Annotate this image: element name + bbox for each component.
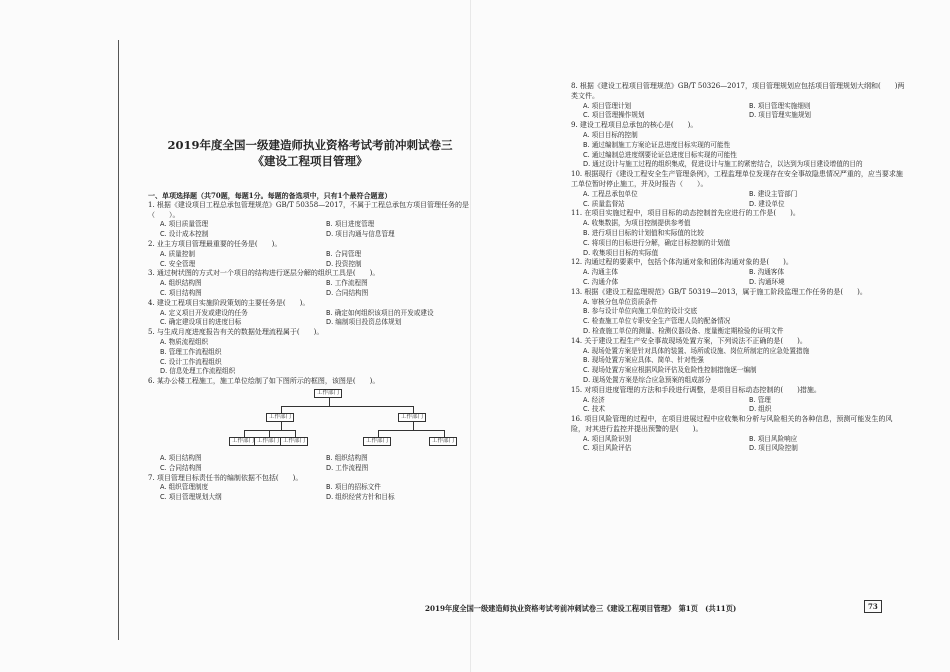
answer-option: B. 组织结构图 — [326, 453, 368, 462]
question-text: 14. 关于建设工程生产安全事故现场处置方案，下列说法不正确的是( )。 — [571, 336, 807, 345]
page-number: 73 — [864, 600, 882, 613]
answer-options — [148, 279, 478, 299]
answer-option: C. 质量监督站 — [583, 199, 625, 208]
question-item — [571, 170, 906, 209]
chart-leaf-box: 工作部门 — [229, 437, 257, 446]
answer-options — [571, 190, 906, 210]
left-column — [148, 191, 478, 503]
question-text: 6. 某办公楼工程施工，施工单位绘制了如下图所示的框图，该图是( )。 — [148, 377, 380, 386]
answer-option: A. 现场处置方案是针对具体的装置、场所或设施、岗位所制定的应急处置措施 — [583, 346, 810, 355]
answer-option: A. 项目风险识别 — [583, 434, 632, 443]
question-item — [571, 337, 906, 386]
answer-option: B. 项目风险响应 — [749, 434, 798, 443]
answer-option: A. 经济 — [583, 395, 605, 404]
answer-option: D. 项目管理实施规划 — [749, 111, 812, 120]
connector-line — [329, 398, 330, 406]
question-item — [148, 269, 478, 298]
chart-leaf-box: 工作部门 — [429, 437, 457, 446]
question-text: 12. 沟通过程的要素中，包括个体沟通对象和团体沟通对象的是( )。 — [571, 258, 793, 267]
answer-option: D. 组织经营方针和目标 — [326, 493, 395, 502]
answer-option: B. 工作流程图 — [326, 279, 368, 288]
question-text: 16. 项目风险管理的过程中，在项目进展过程中应收集和分析与风险相关的各种信息，预测可能发生的风险，对其进行监控并提出预警的是( )。 — [571, 415, 893, 433]
answer-option: A. 定义项目开发或建设的任务 — [160, 308, 248, 317]
answer-option: D. 信息处理工作流程组织 — [160, 367, 236, 376]
page-footer: 2019年度全国一级建造师执业资格考试考前冲刺试卷三《建设工程项目管理》 第1页 (共11页) — [425, 604, 737, 613]
answer-option: C. 合同结构图 — [160, 463, 202, 472]
answer-option: B. 管理工作流程组织 — [160, 347, 222, 356]
connector-line — [413, 406, 414, 413]
connector-line — [281, 406, 282, 413]
answer-options — [148, 483, 478, 503]
answer-options — [571, 396, 906, 416]
question-text: 13. 根据《建设工程监理规范》GB/T 50319—2013，属于施工阶段监理工作任务的是( )。 — [571, 287, 867, 296]
connector-line — [281, 422, 282, 430]
answer-option: C. 设计成本控制 — [160, 230, 209, 239]
exam-subtitle: 《建设工程项目管理》 — [252, 154, 368, 168]
answer-option: C. 沟通介体 — [583, 277, 619, 286]
question-item — [571, 258, 906, 287]
answer-options — [148, 338, 478, 377]
answer-option: C. 检查施工单位专职安全生产管理人员的配备情况 — [583, 317, 731, 326]
answer-option: A. 工程总承包单位 — [583, 189, 638, 198]
answer-options — [571, 435, 906, 455]
answer-option: C. 设计工作流程组织 — [160, 357, 222, 366]
chart-leaf-box: 工作部门 — [254, 437, 282, 446]
answer-options — [148, 454, 478, 474]
answer-option: C. 确定建设项目的进度目标 — [160, 318, 242, 327]
answer-options — [571, 131, 906, 170]
connector-line — [295, 430, 296, 437]
answer-options — [571, 347, 906, 386]
answer-option: D. 项目沟通与信息管理 — [326, 230, 395, 239]
question-item — [148, 474, 478, 503]
answer-option: B. 通过编制施工方案论证总进度目标实现的可能性 — [583, 140, 731, 149]
connector-line — [413, 422, 414, 430]
right-column — [571, 82, 906, 454]
answer-option: D. 收集项目目标的实际值 — [583, 248, 659, 257]
binding-line — [118, 40, 119, 640]
answer-option: A. 项目管理计划 — [583, 101, 632, 110]
question-text: 2. 业主方项目管理最重要的任务是( )。 — [148, 239, 282, 248]
answer-option: C. 将项目的目标进行分解，确定目标控制的计划值 — [583, 238, 731, 247]
answer-option: B. 项目进度管理 — [326, 220, 375, 229]
answer-options — [571, 219, 906, 258]
question-item — [571, 288, 906, 337]
answer-option: C. 技术 — [583, 405, 605, 414]
answer-option: B. 现场处置方案应具体、简单、针对性强 — [583, 356, 704, 365]
answer-option: A. 审核分包单位资质条件 — [583, 297, 658, 306]
answer-option: B. 参与设计单位向施工单位的设计交底 — [583, 307, 698, 316]
answer-option: C. 项目风险评估 — [583, 444, 632, 453]
question-text: 15. 对项目进度管理的方法和手段进行调整，是项目目标动态控制的( )措施。 — [571, 385, 821, 394]
question-text: 8. 根据《建设工程项目管理规范》GB/T 50326—2017，项目管理规划应包括项目管理规划大纲和( )两类文件。 — [571, 82, 905, 100]
answer-option: B. 合同管理 — [326, 249, 362, 258]
question-item — [571, 386, 906, 415]
answer-option: A. 沟通主体 — [583, 268, 618, 277]
section-header: 一、单项选择题（共70题，每题1分。每题的备选项中，只有1个最符合题意） — [148, 191, 392, 200]
answer-option: D. 投资控制 — [326, 259, 362, 268]
answer-option: B. 确定如何组织该项目的开发或建设 — [326, 308, 434, 317]
answer-option: B. 项目管理实施细则 — [749, 101, 811, 110]
answer-option: D. 通过设计与施工过程的组织集成，促进设计与施工的紧密结合，以达到为项目建设增值的目的 — [583, 160, 863, 169]
question-item — [571, 121, 906, 170]
answer-option: A. 物质流程组织 — [160, 337, 209, 346]
answer-option: D. 合同结构图 — [326, 288, 369, 297]
answer-option: A. 收集数据，为项目控制提供参考值 — [583, 219, 691, 228]
answer-option: A. 项目质量管理 — [160, 220, 209, 229]
answer-option: D. 工作流程图 — [326, 463, 369, 472]
answer-option: B. 项目的招标文件 — [326, 483, 381, 492]
answer-option: D. 项目风险控制 — [749, 444, 798, 453]
answer-option: C. 项目管理规划大纲 — [160, 493, 222, 502]
answer-options — [571, 268, 906, 288]
answer-option: A. 组织结构图 — [160, 279, 202, 288]
answer-option: C. 安全管理 — [160, 259, 196, 268]
answer-option: C. 现场处置方案应根据风险评估及危险性控制措施逐一编制 — [583, 366, 757, 375]
answer-option: A. 组织管理制度 — [160, 483, 209, 492]
question-text: 4. 建设工程项目实施阶段策划的主要任务是( )。 — [148, 298, 310, 307]
connector-line — [378, 430, 379, 437]
answer-option: D. 建设单位 — [749, 199, 785, 208]
answer-option: D. 检查施工单位的测量、检测仪器设备、度量衡定期检验的证明文件 — [583, 326, 784, 335]
answer-option: C. 项目结构图 — [160, 288, 202, 297]
answer-option: D. 编制项目投资总体规划 — [326, 318, 402, 327]
question-item — [148, 328, 478, 377]
answer-option: B. 进行项目目标的计划值和实际值的比较 — [583, 228, 704, 237]
answer-option: C. 项目管理操作规划 — [583, 111, 645, 120]
answer-option: D. 沟通环境 — [749, 277, 785, 286]
answer-options — [571, 102, 906, 122]
answer-option: C. 通过编制总进度纲要论证总进度目标实现的可能性 — [583, 150, 737, 159]
answer-option: B. 管理 — [749, 395, 771, 404]
chart-mid-box: 工作部门 — [266, 413, 294, 422]
question-item — [571, 82, 906, 121]
question-text: 10. 根据现行《建设工程安全生产管理条例》，工程监理单位发现存在安全事故隐患情况严重的，应当要求施工单位暂时停止施工，并及时报告（ ）。 — [571, 170, 903, 188]
answer-option: A. 质量控制 — [160, 249, 195, 258]
question-text: 5. 与生成月度进度报告有关的数据处理流程属于( )。 — [148, 328, 324, 337]
chart-leaf-box: 工作部门 — [280, 437, 308, 446]
answer-options — [148, 220, 478, 240]
question-item — [148, 377, 478, 473]
answer-option: B. 沟通客体 — [749, 268, 785, 277]
answer-options — [148, 250, 478, 270]
chart-leaf-box: 工作部门 — [363, 437, 391, 446]
connector-line — [378, 430, 444, 431]
question-item — [571, 209, 906, 258]
answer-option: D. 现场处置方案是综合应急预案的组成部分 — [583, 375, 711, 384]
answer-option: B. 建设主管部门 — [749, 189, 798, 198]
connector-line — [281, 406, 413, 407]
org-chart-figure — [148, 389, 478, 451]
answer-option: D. 组织 — [749, 405, 772, 414]
connector-line — [244, 430, 245, 437]
chart-mid-box: 工作部门 — [398, 413, 426, 422]
connector-line — [444, 430, 445, 437]
question-text: 7. 项目管理目标责任书的编制依据不包括( )。 — [148, 473, 303, 482]
question-text: 3. 通过树状图的方式对一个项目的结构进行逐层分解的组织工具是( )。 — [148, 269, 380, 278]
question-item — [148, 240, 478, 269]
exam-title: 2019年度全国一级建造师执业资格考试考前冲刺试卷三 — [167, 138, 453, 152]
connector-line — [269, 430, 270, 437]
answer-option: A. 项目目标的控制 — [583, 130, 638, 139]
chart-root-box: 工作部门 — [314, 389, 342, 398]
question-text: 1. 根据《建设项目工程总承包管理规范》GB/T 50358—2017，不属于工程总承包方项目管理任务的是（ ）。 — [148, 200, 469, 219]
question-item — [148, 201, 478, 240]
question-item — [571, 415, 906, 454]
question-text: 9. 建设工程项目总承包的核心是( )。 — [571, 121, 698, 130]
question-item — [148, 299, 478, 328]
answer-option: A. 项目结构图 — [160, 453, 202, 462]
connector-line — [244, 430, 296, 431]
answer-options — [571, 298, 906, 337]
question-text: 11. 在项目实施过程中，项目目标的动态控制首先应进行的工作是( )。 — [571, 209, 800, 218]
answer-options — [148, 309, 478, 329]
